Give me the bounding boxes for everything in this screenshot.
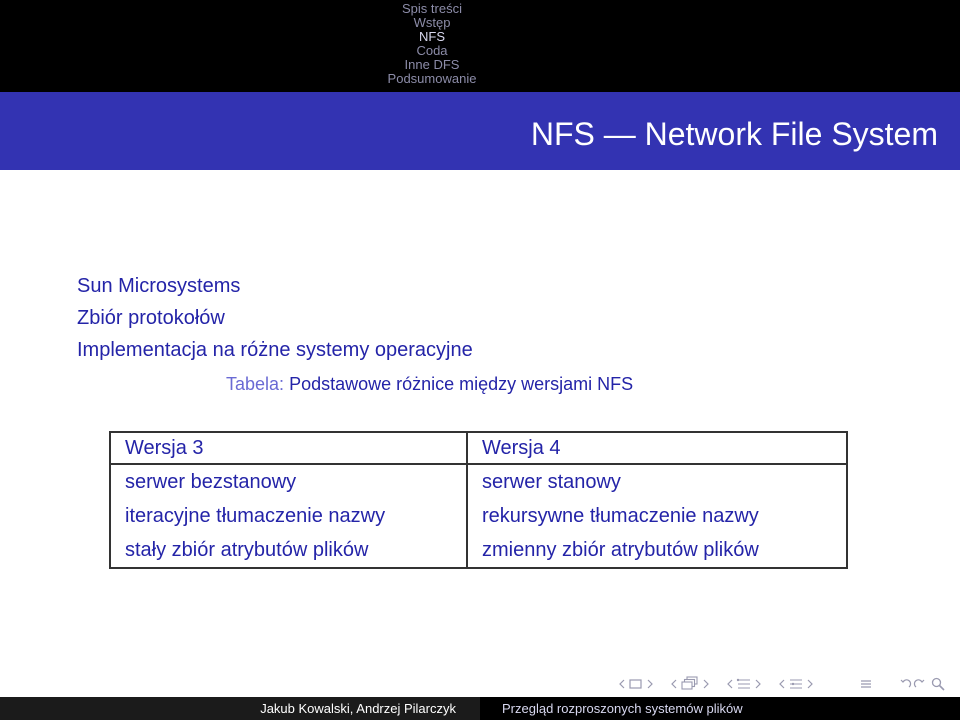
beamer-navigation-symbols <box>618 676 948 692</box>
footer-bar <box>0 697 960 720</box>
content-line: Sun Microsystems <box>77 275 241 297</box>
nav-item-spis-tresci[interactable]: Spis treści <box>402 1 462 16</box>
content-line: Zbiór protokołów <box>77 307 225 329</box>
footer-talk-title: Przegląd rozproszonych systemów plików <box>502 701 743 716</box>
versions-table <box>109 431 848 569</box>
undo-icon[interactable] <box>898 676 912 692</box>
footer-authors-panel <box>0 697 480 720</box>
table-header-row <box>110 432 847 464</box>
frame-next-icon[interactable] <box>702 676 710 692</box>
nav-item-inne-dfs[interactable]: Inne DFS <box>404 57 460 72</box>
nav-item-wstep[interactable]: Wstęp <box>413 15 451 30</box>
footer-title-panel <box>480 697 960 720</box>
presentation-icon[interactable] <box>858 676 874 692</box>
nav-item-podsumowanie[interactable]: Podsumowanie <box>387 71 477 86</box>
subsection-prev-icon[interactable] <box>726 676 734 692</box>
table-cell: serwer bezstanowy <box>110 464 467 499</box>
table-row <box>110 464 847 499</box>
nav-item-coda[interactable]: Coda <box>416 43 448 58</box>
slide-prev-icon[interactable] <box>618 676 626 692</box>
footer-authors: Jakub Kowalski, Andrzej Pilarczyk <box>260 701 456 716</box>
table-header-cell: Wersja 4 <box>467 432 847 464</box>
table-cell: iteracyjne tłumaczenie nazwy <box>110 499 467 533</box>
content-line: Implementacja na różne systemy operacyjne <box>77 339 473 361</box>
content-lines <box>77 270 473 366</box>
search-icon[interactable] <box>930 676 946 692</box>
subsection-next-icon[interactable] <box>754 676 762 692</box>
slide-next-icon[interactable] <box>646 676 654 692</box>
section-navigation <box>337 2 527 86</box>
frame-title-bar <box>0 92 960 170</box>
section-icon[interactable] <box>788 676 804 692</box>
frame-icon[interactable] <box>680 676 700 692</box>
section-next-icon[interactable] <box>806 676 814 692</box>
table-caption-text: Podstawowe różnice między wersjami NFS <box>289 374 634 394</box>
slide-icon[interactable] <box>628 676 644 692</box>
table-cell: stały zbiór atrybutów plików <box>110 533 467 568</box>
frame-prev-icon[interactable] <box>670 676 678 692</box>
table-row <box>110 533 847 568</box>
table-row <box>110 499 847 533</box>
table-caption-prefix: Tabela: <box>226 374 285 394</box>
nav-item-nfs[interactable]: NFS <box>419 29 445 44</box>
subsection-icon[interactable] <box>736 676 752 692</box>
table-caption <box>226 374 633 395</box>
frame-title: NFS — Network File System <box>530 116 938 152</box>
table-cell: rekursywne tłumaczenie nazwy <box>482 504 759 527</box>
redo-icon[interactable] <box>913 676 927 692</box>
table-cell: zmienny zbiór atrybutów plików <box>482 538 759 561</box>
table-header-cell: Wersja 3 <box>110 432 467 464</box>
table-cell: serwer stanowy <box>482 470 621 493</box>
section-prev-icon[interactable] <box>778 676 786 692</box>
top-navigation-bar <box>0 0 960 92</box>
